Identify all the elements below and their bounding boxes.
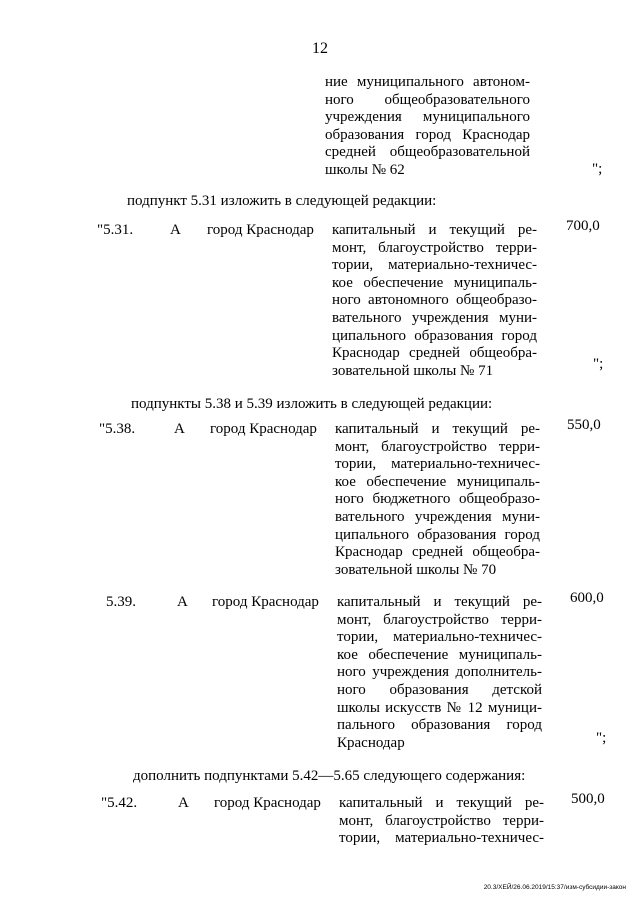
- desc-line: ного общеобразовательного: [325, 91, 530, 108]
- instruction-text: подпункты 5.38 и 5.39 изложить в следующей редакции:: [131, 396, 493, 412]
- closing-quote: ";: [593, 356, 604, 372]
- item-description: [332, 222, 537, 380]
- item-category: А: [177, 594, 188, 610]
- desc-line: монт, благоустройство терри-: [335, 438, 540, 455]
- desc-line: ного автономного общеобразо-: [332, 292, 537, 309]
- item-description: [339, 795, 544, 848]
- closing-quote: ";: [592, 161, 603, 177]
- item-place: город Краснодар: [210, 421, 317, 437]
- desc-line: школы № 62: [325, 161, 405, 178]
- closing-quote: ";: [596, 730, 607, 746]
- instruction-text: дополнить подпунктами 5.42—5.65 следующего содержания:: [133, 768, 526, 784]
- desc-line: капитальный и текущий ре-: [332, 222, 537, 238]
- item-amount: 600,0: [570, 590, 604, 606]
- desc-line: Краснодар средней общеобра-: [335, 544, 540, 561]
- page-number: 12: [312, 40, 328, 57]
- item-description: [337, 594, 542, 752]
- desc-line: Краснодар: [337, 734, 405, 751]
- desc-line: тории, материально-техничес-: [339, 830, 544, 847]
- desc-line: тории, материально-техничес-: [335, 456, 540, 473]
- item-category: А: [174, 421, 185, 437]
- desc-line: образования город Краснодар: [325, 126, 530, 143]
- item-number: "5.31.: [97, 222, 134, 238]
- item-amount: 700,0: [566, 218, 600, 234]
- desc-line: зовательной школы № 70: [335, 561, 497, 578]
- item-description: [335, 421, 540, 579]
- desc-line: зовательной школы № 71: [332, 362, 494, 379]
- desc-line: ного бюджетного общеобразо-: [335, 491, 540, 508]
- desc-line: ного образования детской: [337, 681, 542, 698]
- item-number: "5.42.: [101, 795, 138, 811]
- desc-line: кое обеспечение муниципаль-: [335, 473, 540, 490]
- desc-line: вательного учреждения муни-: [335, 508, 540, 525]
- item-place: город Краснодар: [207, 222, 314, 238]
- desc-line: монт, благоустройство терри-: [339, 812, 544, 829]
- desc-line: пального образования город: [337, 717, 542, 734]
- desc-line: капитальный и текущий ре-: [337, 594, 542, 610]
- desc-line: школы искусств № 12 муници-: [337, 699, 542, 716]
- instruction-text: подпункт 5.31 изложить в следующей редакции:: [127, 193, 437, 209]
- item-place: город Краснодар: [214, 795, 321, 811]
- item-category: А: [178, 795, 189, 811]
- item-category: А: [170, 222, 181, 238]
- desc-line: тории, материально-техничес-: [337, 629, 542, 646]
- desc-line: кое обеспечение муниципаль-: [337, 646, 542, 663]
- desc-line: капитальный и текущий ре-: [335, 421, 540, 437]
- desc-line: Краснодар средней общеобра-: [332, 345, 537, 362]
- desc-line: тории, материально-техничес-: [332, 257, 537, 274]
- desc-line: вательного учреждения муни-: [332, 309, 537, 326]
- document-footer-code: 20.3/ХЕЙ/26.06.2019/15:37/изм-субсидии-закон: [483, 884, 626, 891]
- desc-line: кое обеспечение муниципаль-: [332, 274, 537, 291]
- desc-line: монт, благоустройство терри-: [337, 611, 542, 628]
- item-amount: 500,0: [571, 791, 605, 807]
- item-place: город Краснодар: [212, 594, 319, 610]
- item-amount: 550,0: [567, 417, 601, 433]
- item-number: 5.39.: [106, 594, 136, 610]
- item-number: "5.38.: [99, 421, 136, 437]
- desc-line: ного учреждения дополнитель-: [337, 664, 542, 681]
- desc-line: монт, благоустройство терри-: [332, 239, 537, 256]
- desc-line: ципального образования город: [332, 327, 537, 344]
- desc-line: средней общеобразовательной: [325, 144, 530, 161]
- desc-line: ципального образования город: [335, 526, 540, 543]
- desc-line: капитальный и текущий ре-: [339, 795, 544, 811]
- continuation-description: [325, 74, 530, 180]
- desc-line: ние муниципального автоном-: [325, 74, 530, 90]
- desc-line: учреждения муниципального: [325, 109, 530, 126]
